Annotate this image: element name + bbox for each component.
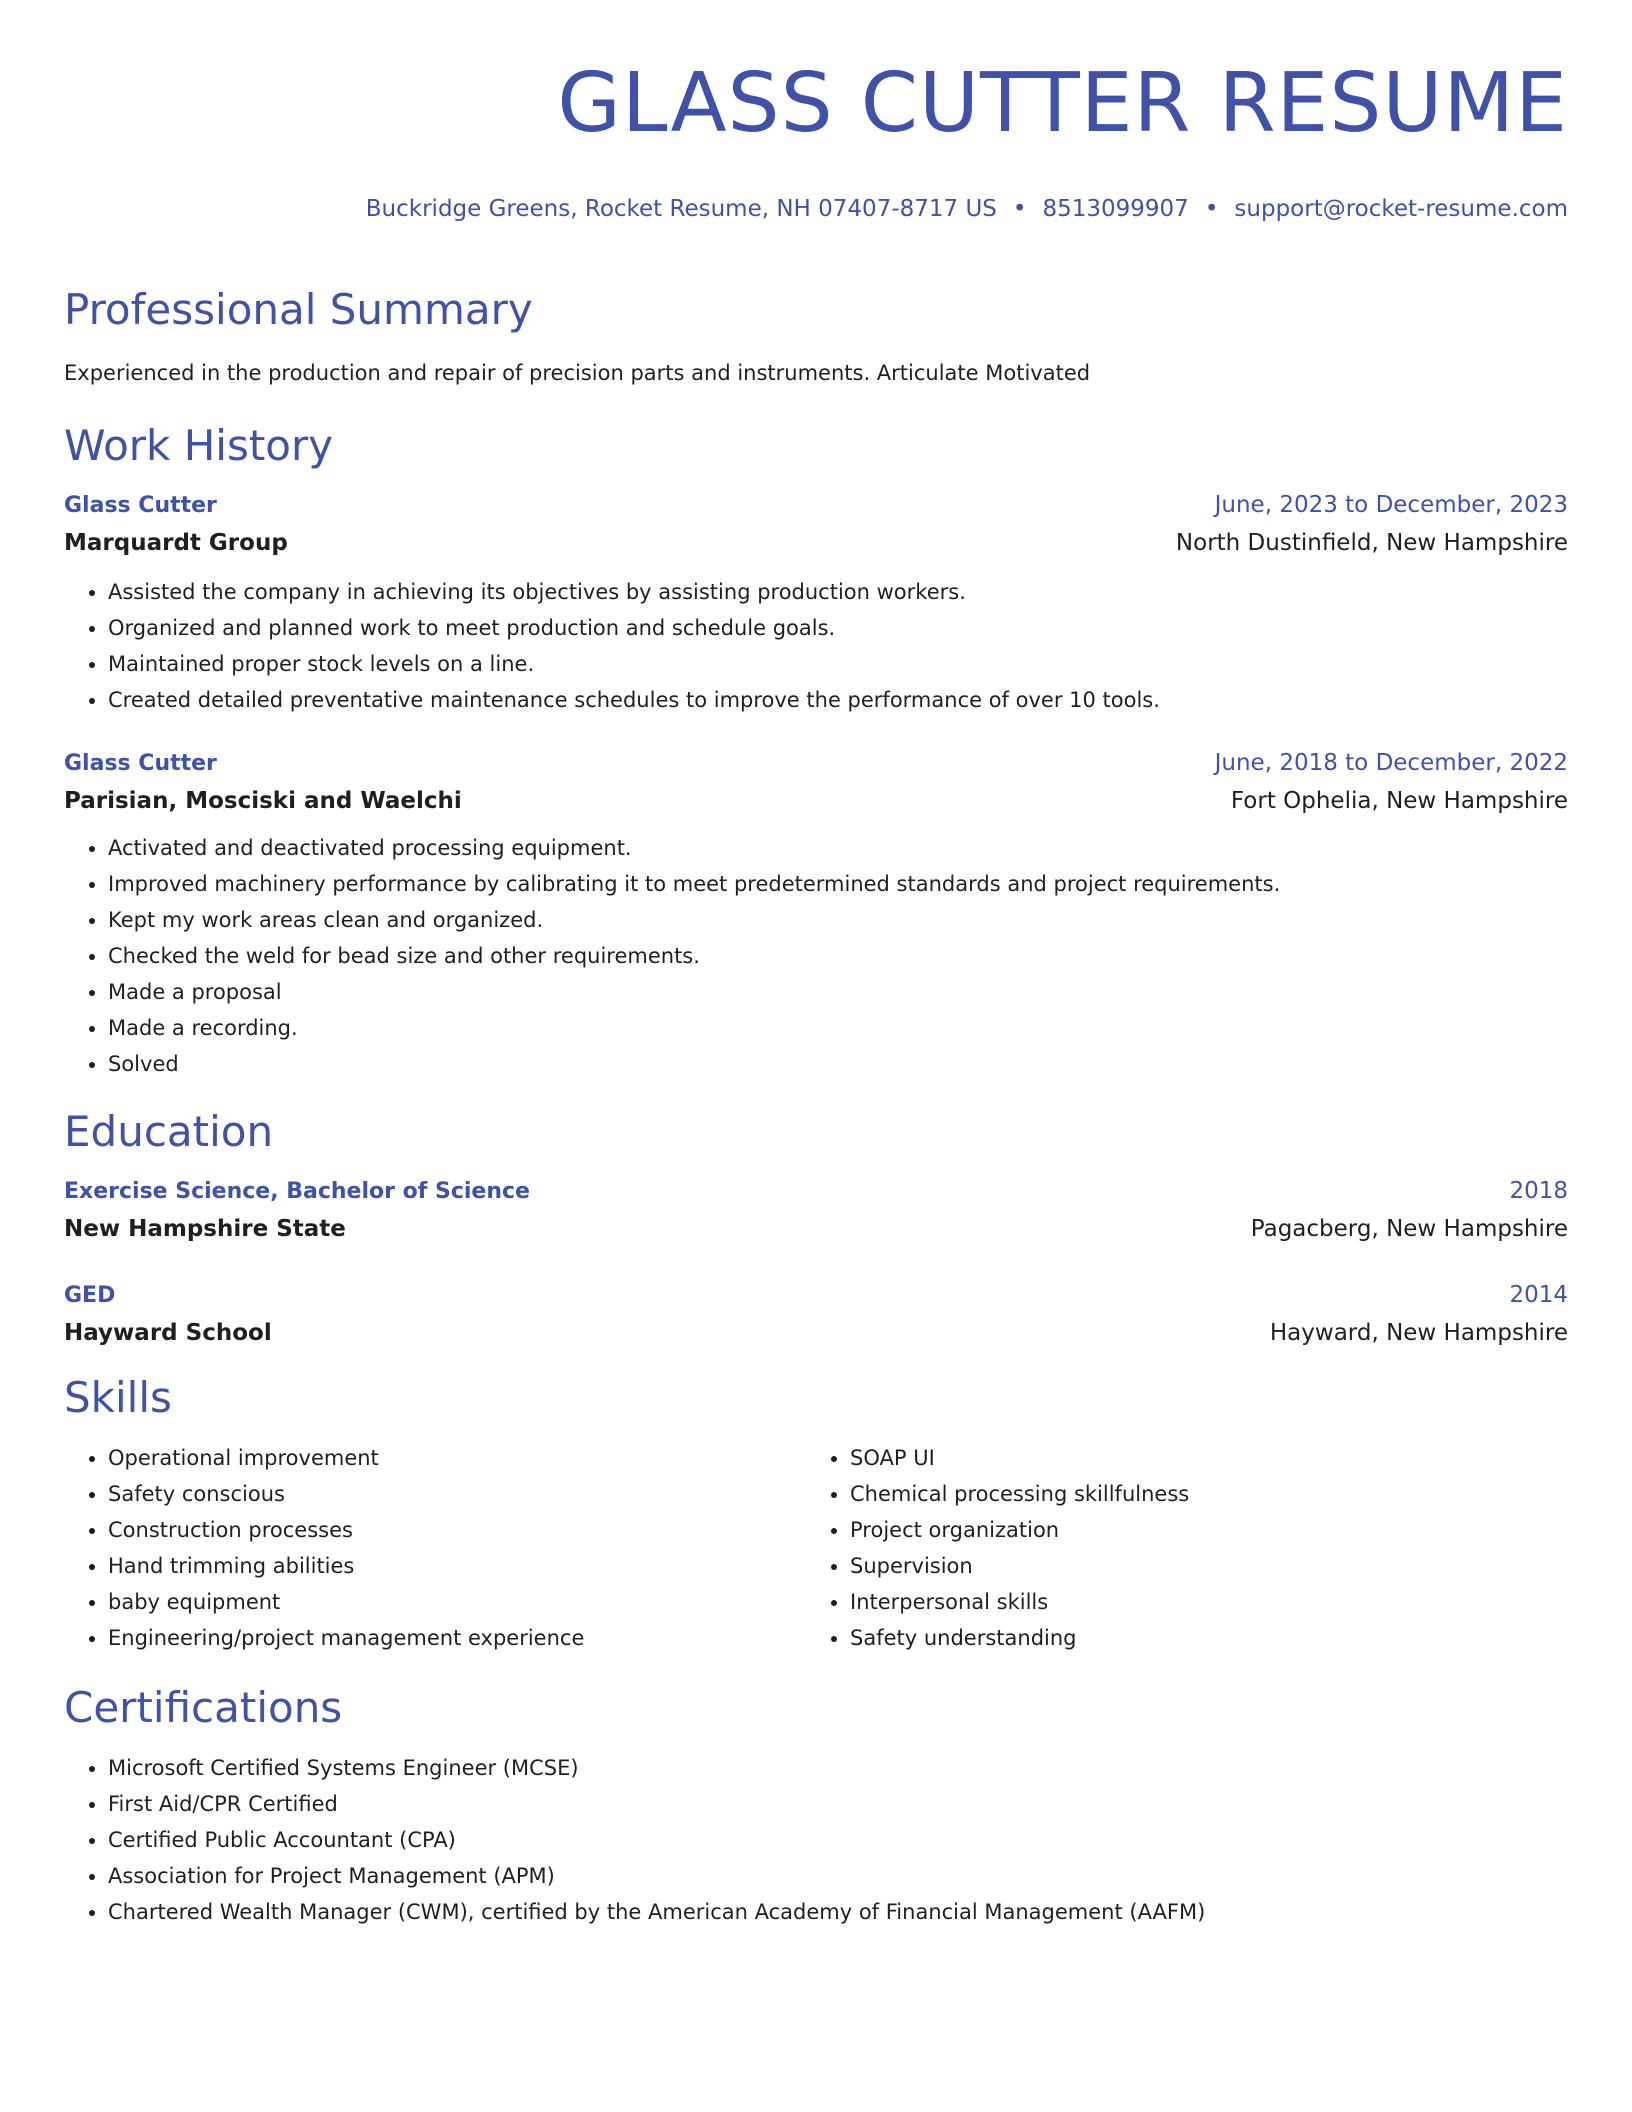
list-item: • Kept my work areas clean and organized. xyxy=(108,902,1568,938)
summary-section xyxy=(64,284,1568,388)
education-school-row xyxy=(64,1318,1568,1348)
list-item: • Supervision xyxy=(850,1548,1548,1584)
job-company-row xyxy=(64,786,1568,816)
list-item: • Certified Public Accountant (CPA) xyxy=(108,1822,1568,1858)
job-company: Marquardt Group xyxy=(64,530,288,556)
list-item: • Made a recording. xyxy=(108,1010,1568,1046)
skills-column-right xyxy=(806,1440,1548,1656)
skills-columns xyxy=(64,1440,1568,1656)
job-entry xyxy=(64,490,1568,718)
list-item: • Construction processes xyxy=(108,1512,806,1548)
job-company: Parisian, Mosciski and Waelchi xyxy=(64,788,462,814)
contact-separator: • xyxy=(1012,196,1027,222)
list-item: • Engineering/project management experience xyxy=(108,1620,806,1656)
contact-separator: • xyxy=(1204,196,1219,222)
contact-phone: 8513099907 xyxy=(1042,196,1189,222)
job-duties-list xyxy=(64,830,1568,1082)
job-company-row xyxy=(64,528,1568,558)
job-location: Fort Ophelia, New Hampshire xyxy=(1230,788,1568,814)
list-item: • Operational improvement xyxy=(108,1440,806,1476)
skills-column-left xyxy=(64,1440,806,1656)
education-degree: GED xyxy=(64,1283,116,1308)
list-item: • Safety understanding xyxy=(850,1620,1548,1656)
list-item: • Improved machinery performance by calibrating it to meet predetermined standards and project requirements. xyxy=(108,866,1568,902)
list-item: • SOAP UI xyxy=(850,1440,1548,1476)
list-item: • Organized and planned work to meet production and schedule goals. xyxy=(108,610,1568,646)
resume-title: GLASS CUTTER RESUME xyxy=(557,56,1568,151)
education-school: Hayward School xyxy=(64,1320,272,1346)
list-item: • Hand trimming abilities xyxy=(108,1548,806,1584)
education-location: Pagacberg, New Hampshire xyxy=(1250,1216,1568,1242)
list-item: • Microsoft Certified Systems Engineer (MCSE) xyxy=(108,1750,1568,1786)
job-title: Glass Cutter xyxy=(64,493,217,518)
list-item: • baby equipment xyxy=(108,1584,806,1620)
contact-address: Buckridge Greens, Rocket Resume, NH 07407-8717 US xyxy=(365,196,997,222)
education-school: New Hampshire State xyxy=(64,1216,346,1242)
contact-email: support@rocket-resume.com xyxy=(1234,196,1568,222)
list-item: • First Aid/CPR Certified xyxy=(108,1786,1568,1822)
education-header-row xyxy=(64,1176,1568,1207)
job-dates: June, 2023 to December, 2023 xyxy=(1214,492,1568,518)
job-entry xyxy=(64,748,1568,1082)
education-year: 2018 xyxy=(1509,1178,1568,1204)
list-item: • Chartered Wealth Manager (CWM), certified by the American Academy of Financial Management (AAFM) xyxy=(108,1894,1568,1930)
section-title-work-history: Work History xyxy=(64,421,334,470)
list-item: • Interpersonal skills xyxy=(850,1584,1548,1620)
education-entry xyxy=(64,1280,1568,1348)
education-degree: Exercise Science, Bachelor of Science xyxy=(64,1179,530,1204)
job-duties-list xyxy=(64,574,1568,718)
list-item: • Made a proposal xyxy=(108,974,1568,1010)
education-section xyxy=(64,1106,1568,1348)
job-header-row xyxy=(64,748,1568,779)
section-title-summary: Professional Summary xyxy=(64,285,533,334)
resume-header xyxy=(64,56,1568,224)
contact-line xyxy=(64,194,1568,224)
certifications-section xyxy=(64,1682,1568,1930)
education-header-row xyxy=(64,1280,1568,1311)
job-dates: June, 2018 to December, 2022 xyxy=(1214,750,1568,776)
work-history-section xyxy=(64,420,1568,1082)
list-item: • Created detailed preventative maintenance schedules to improve the performance of over 10 tools. xyxy=(108,682,1568,718)
job-header-row xyxy=(64,490,1568,521)
education-entry xyxy=(64,1176,1568,1244)
list-item: • Maintained proper stock levels on a line. xyxy=(108,646,1568,682)
education-year: 2014 xyxy=(1509,1282,1568,1308)
education-location: Hayward, New Hampshire xyxy=(1269,1320,1568,1346)
summary-text: Experienced in the production and repair of precision parts and instruments. Articulate Motivated xyxy=(64,361,1091,385)
skills-section xyxy=(64,1372,1568,1656)
list-item: • Safety conscious xyxy=(108,1476,806,1512)
skills-list-left xyxy=(64,1440,806,1656)
list-item: • Checked the weld for bead size and other requirements. xyxy=(108,938,1568,974)
section-title-skills: Skills xyxy=(64,1373,172,1422)
list-item: • Project organization xyxy=(850,1512,1548,1548)
list-item: • Activated and deactivated processing equipment. xyxy=(108,830,1568,866)
education-school-row xyxy=(64,1214,1568,1244)
job-location: North Dustinfield, New Hampshire xyxy=(1175,530,1568,556)
skills-list-right xyxy=(806,1440,1548,1656)
job-title: Glass Cutter xyxy=(64,751,217,776)
list-item: • Solved xyxy=(108,1046,1568,1082)
certifications-list xyxy=(64,1750,1568,1930)
list-item: • Association for Project Management (APM) xyxy=(108,1858,1568,1894)
list-item: • Assisted the company in achieving its objectives by assisting production workers. xyxy=(108,574,1568,610)
list-item: • Chemical processing skillfulness xyxy=(850,1476,1548,1512)
section-title-education: Education xyxy=(64,1107,274,1156)
section-title-certifications: Certifications xyxy=(64,1683,343,1732)
